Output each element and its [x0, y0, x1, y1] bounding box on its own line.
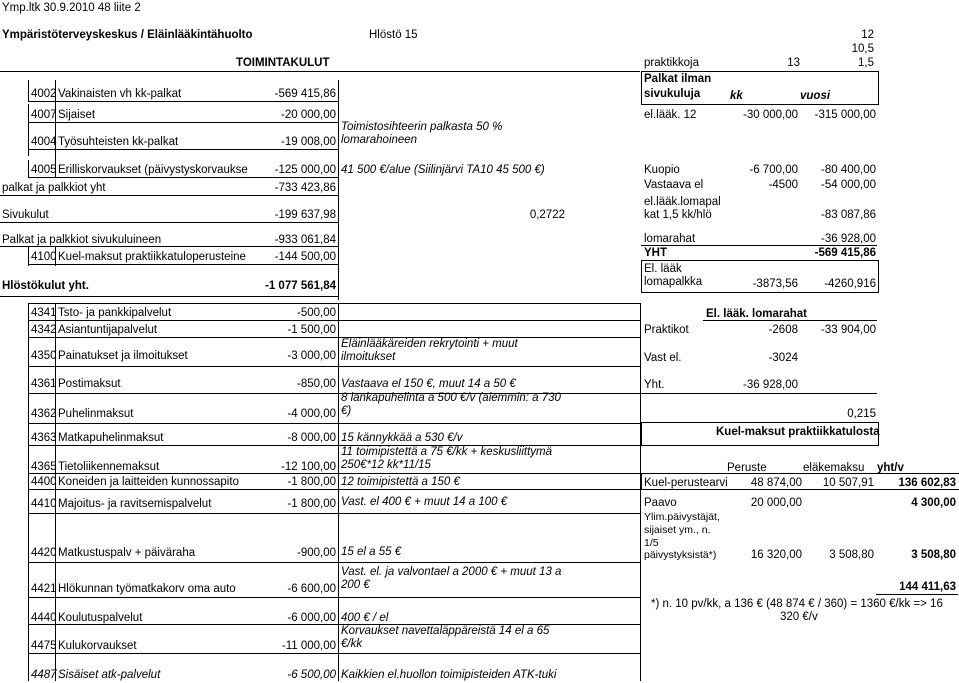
expense-value: -6 600,00	[287, 583, 336, 595]
expense-value: -4 000,00	[287, 408, 336, 420]
header-box	[641, 71, 879, 105]
hlosto-a: 12	[861, 29, 874, 41]
expense-label: Koneiden ja laitteiden kunnossapito	[58, 476, 239, 488]
praktikot-b: -33 904,00	[821, 324, 876, 336]
grid-line	[28, 423, 640, 424]
praktikot-label: Praktikot	[644, 324, 689, 336]
grid-line	[28, 562, 640, 563]
header-top: Ymp.ltk 30.9.2010 48 liite 2	[2, 2, 141, 14]
expense-note: Eläinlääkäreiden rekrytointi + muut ilmoitukset	[341, 338, 518, 363]
ylim-a: 16 320,00	[750, 549, 802, 561]
expense-note: Kaikkien el.huollon toimipisteiden ATK-tuki	[341, 669, 557, 681]
yht-label: YHT	[644, 247, 667, 259]
ellaak-label: el.lääk. 12	[644, 109, 697, 121]
kp-c: 136 602,83	[898, 477, 956, 489]
sivukulut-factor: 0,2722	[529, 209, 565, 221]
grid-line	[0, 296, 338, 297]
row-value: -20 000,00	[281, 109, 336, 121]
code: 4487	[31, 669, 57, 681]
el-laak-label: El. lääk	[644, 263, 682, 275]
code: 4363	[31, 432, 57, 444]
palkat-ilman-label: Palkat ilman	[644, 73, 712, 85]
expense-note: 8 lankapuhelinta a 500 €/v (aiemmin: a 730 €)	[341, 392, 561, 417]
kuopio-label: Kuopio	[644, 164, 680, 176]
expense-label: Asiantuntijapalvelut	[58, 324, 158, 336]
praktikkoja-value2: 1,5	[858, 57, 874, 69]
expense-label: Matkustuspalv + päiväraha	[58, 547, 196, 559]
divider	[0, 71, 640, 72]
row-label: Sijaiset	[58, 109, 96, 121]
kp-box	[641, 473, 959, 490]
elakemaksu-header: eläkemaksu	[803, 462, 865, 474]
lomarahat-title: El. lääk. lomarahat	[706, 308, 807, 320]
row-value: -569 415,86	[274, 88, 336, 100]
ylim-line4: päivystyksistä*)	[644, 549, 717, 561]
kuel-value: -144 500,00	[274, 251, 336, 263]
expense-label: Kulukorvaukset	[58, 640, 137, 652]
code: 4100	[31, 251, 57, 263]
grid-line	[876, 594, 958, 595]
row-value: -125 000,00	[274, 164, 336, 176]
kuel-title: Kuel-maksut praktiikkatulosta	[716, 426, 880, 438]
grid-line	[28, 597, 640, 598]
expense-label: Painatukset ja ilmoitukset	[58, 350, 188, 362]
expense-note: 15 kännykkää a 530 €/v	[341, 432, 463, 444]
row-label: Työsuhteisten kk-palkat	[58, 136, 179, 148]
praktikot-a: -2608	[768, 324, 798, 336]
grid-line	[0, 195, 338, 196]
lomapalkka-v: -4260,916	[824, 278, 876, 290]
code: 4007	[31, 109, 57, 121]
lomapal-label: el.lääk.lomapal	[644, 196, 721, 208]
code: 4400	[31, 476, 57, 488]
lomapal-kat: kat 1,5 kk/hlö	[644, 209, 712, 221]
grid-line	[28, 320, 640, 321]
expense-label: Koulutuspalvelut	[58, 612, 143, 624]
sivukulut-label: Sivukulut	[2, 209, 49, 221]
expense-label: Sisäiset atk-palvelut	[58, 669, 161, 681]
expense-value: -500,00	[296, 307, 336, 319]
grid-line	[28, 513, 640, 514]
kuel-label: Kuel-maksut praktiikkatuloperusteine	[58, 251, 246, 263]
expense-label: Puhelinmaksut	[58, 408, 134, 420]
expense-label: Majoitus- ja ravitsemispalvelut	[58, 498, 212, 510]
grid-line	[28, 653, 640, 654]
ylim-b: 3 508,80	[829, 549, 874, 561]
expense-label: Tietoliikennemaksut	[58, 461, 160, 473]
expense-value: -6 000,00	[287, 612, 336, 624]
praktikkoja-value: 13	[787, 57, 800, 69]
expense-note: 11 toimipistettä a 75 €/kk + keskusliittymä 250€*12 kk*11/15	[341, 446, 553, 471]
vast-el-a: -3024	[768, 352, 798, 364]
expense-value: -8 000,00	[287, 432, 336, 444]
paavo-label: Paavo	[644, 497, 677, 509]
yht-v: -569 415,86	[814, 247, 876, 259]
expense-label: Postimaksut	[58, 378, 121, 390]
grid-line	[641, 245, 877, 246]
grid-line	[28, 246, 29, 266]
kp-a: 48 874,00	[750, 477, 802, 489]
expense-value: -1 800,00	[287, 498, 336, 510]
code: 4475	[31, 640, 57, 652]
expense-note: Vastaava el 150 €, muut 14 a 50 €	[341, 378, 516, 390]
code: 4362	[31, 408, 57, 420]
ylim-line3: 1/5	[644, 537, 659, 549]
grid-line	[28, 149, 338, 150]
expense-note: 15 el a 55 €	[341, 546, 402, 558]
vastaava-label: Vastaava el	[644, 179, 704, 191]
expense-label: Matkapuhelinmaksut	[58, 432, 164, 444]
paavo-c: 4 300,00	[911, 497, 956, 509]
code: 4361	[31, 378, 57, 390]
vuosi-header: vuosi	[800, 90, 831, 102]
grid-line	[28, 337, 640, 338]
kp-b: 10 507,91	[822, 477, 874, 489]
grid-line	[28, 177, 338, 178]
expense-value: -6 500,00	[287, 669, 336, 681]
ylim-c: 3 508,80	[911, 549, 956, 561]
grid-line	[28, 264, 338, 265]
grid-line	[0, 246, 338, 247]
vast-el-label: Vast el.	[644, 352, 682, 364]
grid-line	[28, 122, 338, 123]
row-label: Erilliskorvaukset (päivystyskorvaukse	[58, 164, 248, 176]
department-title: Ympäristöterveyskeskus / Eläinlääkintähuolto	[2, 29, 253, 41]
ylim-line2: sijaiset ym., n.	[644, 524, 711, 536]
peruste-header: Peruste	[727, 462, 767, 474]
footnote-line1: *) n. 10 pv/kk, a 136 € (48 874 € / 360) = 1360 €/kk => 16	[651, 598, 943, 610]
row-label: Vakinaisten vh kk-palkat	[58, 88, 182, 100]
code: 4410	[31, 498, 57, 510]
kk-header: kk	[730, 90, 743, 102]
lomarahat-label: lomarahat	[644, 233, 696, 245]
expense-value: -12 100,00	[281, 461, 336, 473]
grid-line	[703, 320, 877, 321]
palkat-value: -733 423,86	[274, 182, 336, 194]
kp-label: Kuel-perustearvi	[644, 477, 728, 489]
paavo-a: 20 000,00	[750, 497, 802, 509]
expense-value: -850,00	[296, 378, 336, 390]
expense-value: -1 800,00	[287, 476, 336, 488]
grid-line	[28, 160, 29, 178]
expense-value: -900,00	[296, 547, 336, 559]
ellaak-kk: -30 000,00	[743, 109, 798, 121]
factor: 0,215	[847, 408, 876, 420]
grid-line	[55, 80, 56, 178]
toimintakulut-heading: TOIMINTAKULUT	[236, 57, 330, 69]
row-note: 41 500 €/alue (Siilinjärvi TA10 45 500 €)	[341, 164, 545, 176]
code: 4421	[31, 583, 57, 595]
total-value: -1 077 561,84	[265, 280, 336, 292]
grid-line	[641, 393, 877, 394]
expense-value: -11 000,00	[281, 640, 336, 652]
hlosto-b: 10,5	[851, 43, 874, 55]
yht2-label: Yht.	[644, 379, 665, 391]
lomapalkka-kk: -3873,56	[752, 278, 798, 290]
palkat-siv-label: Palkat ja palkkiot sivukuluineen	[2, 234, 162, 246]
yht2-v: -36 928,00	[743, 379, 798, 391]
expense-value: -1 500,00	[287, 324, 336, 336]
ylim-line1: Ylim.päivystäjät,	[644, 511, 720, 523]
hlosto-label: Hlöstö 15	[369, 29, 418, 41]
vastaava-kk: -4500	[768, 179, 798, 191]
lomapalkka-label: lomapalkka	[644, 276, 703, 288]
ellaak-v: -315 000,00	[814, 109, 876, 121]
lomapal-v: -83 087,86	[821, 209, 876, 221]
grid-line	[28, 80, 29, 102]
grid-line	[28, 303, 640, 304]
grid-line	[28, 473, 640, 474]
row-note: Toimistosihteerin palkasta 50 % lomarahoineen	[341, 121, 503, 146]
expense-note: Korvaukset navettaläppäreistä 14 el a 65 €/kk	[341, 625, 550, 650]
code: 4365	[31, 461, 57, 473]
code: 4342	[31, 324, 57, 336]
palkat-label: palkat ja palkkiot yht	[2, 182, 106, 194]
code: 4005	[31, 164, 57, 176]
code: 4350	[31, 350, 57, 362]
lomarahat-v: -36 928,00	[821, 233, 876, 245]
expense-note: Vast. el. ja valvontael a 2000 € + muut 13 a 200 €	[341, 566, 562, 591]
sivukulut-value: -199 637,98	[274, 209, 336, 221]
grid-line	[28, 101, 338, 102]
code: 4002	[31, 88, 57, 100]
palkat-siv-value: -933 061,84	[274, 234, 336, 246]
grid-line	[640, 303, 641, 681]
yhtv-header: yht/v	[877, 462, 904, 474]
kuopio-v: -80 400,00	[821, 164, 876, 176]
code: 4440	[31, 612, 57, 624]
code: 4341	[31, 307, 57, 319]
vastaava-v: -54 000,00	[821, 179, 876, 191]
expense-label: Hlökunnan työmatkakorv oma auto	[58, 583, 236, 595]
footnote-line2: 320 €/v	[780, 611, 818, 623]
expense-value: -3 000,00	[287, 350, 336, 362]
kuel-total: 144 411,63	[899, 581, 956, 593]
expense-label: Tsto- ja pankkipalvelut	[58, 307, 172, 319]
expense-note: Vast. el 400 € + muut 14 a 100 €	[341, 496, 508, 508]
sivukuluja-label: sivukuluja	[644, 88, 701, 100]
grid-line	[28, 366, 640, 367]
total-label: Hlöstökulut yht.	[2, 280, 89, 292]
grid-line	[28, 489, 640, 490]
row-value: -19 008,00	[281, 136, 336, 148]
lomapalkka-box	[641, 260, 879, 293]
grid-line	[338, 80, 339, 300]
grid-line	[0, 222, 338, 223]
expense-note: 12 toimipistettä a 150 €	[341, 476, 460, 488]
grid-line	[55, 246, 56, 266]
praktikkoja-label: praktikkoja	[644, 57, 699, 69]
code: 4420	[31, 547, 57, 559]
code: 4004	[31, 136, 57, 148]
expense-note: 400 € / el	[341, 612, 389, 624]
kuopio-kk: -6 700,00	[749, 164, 798, 176]
